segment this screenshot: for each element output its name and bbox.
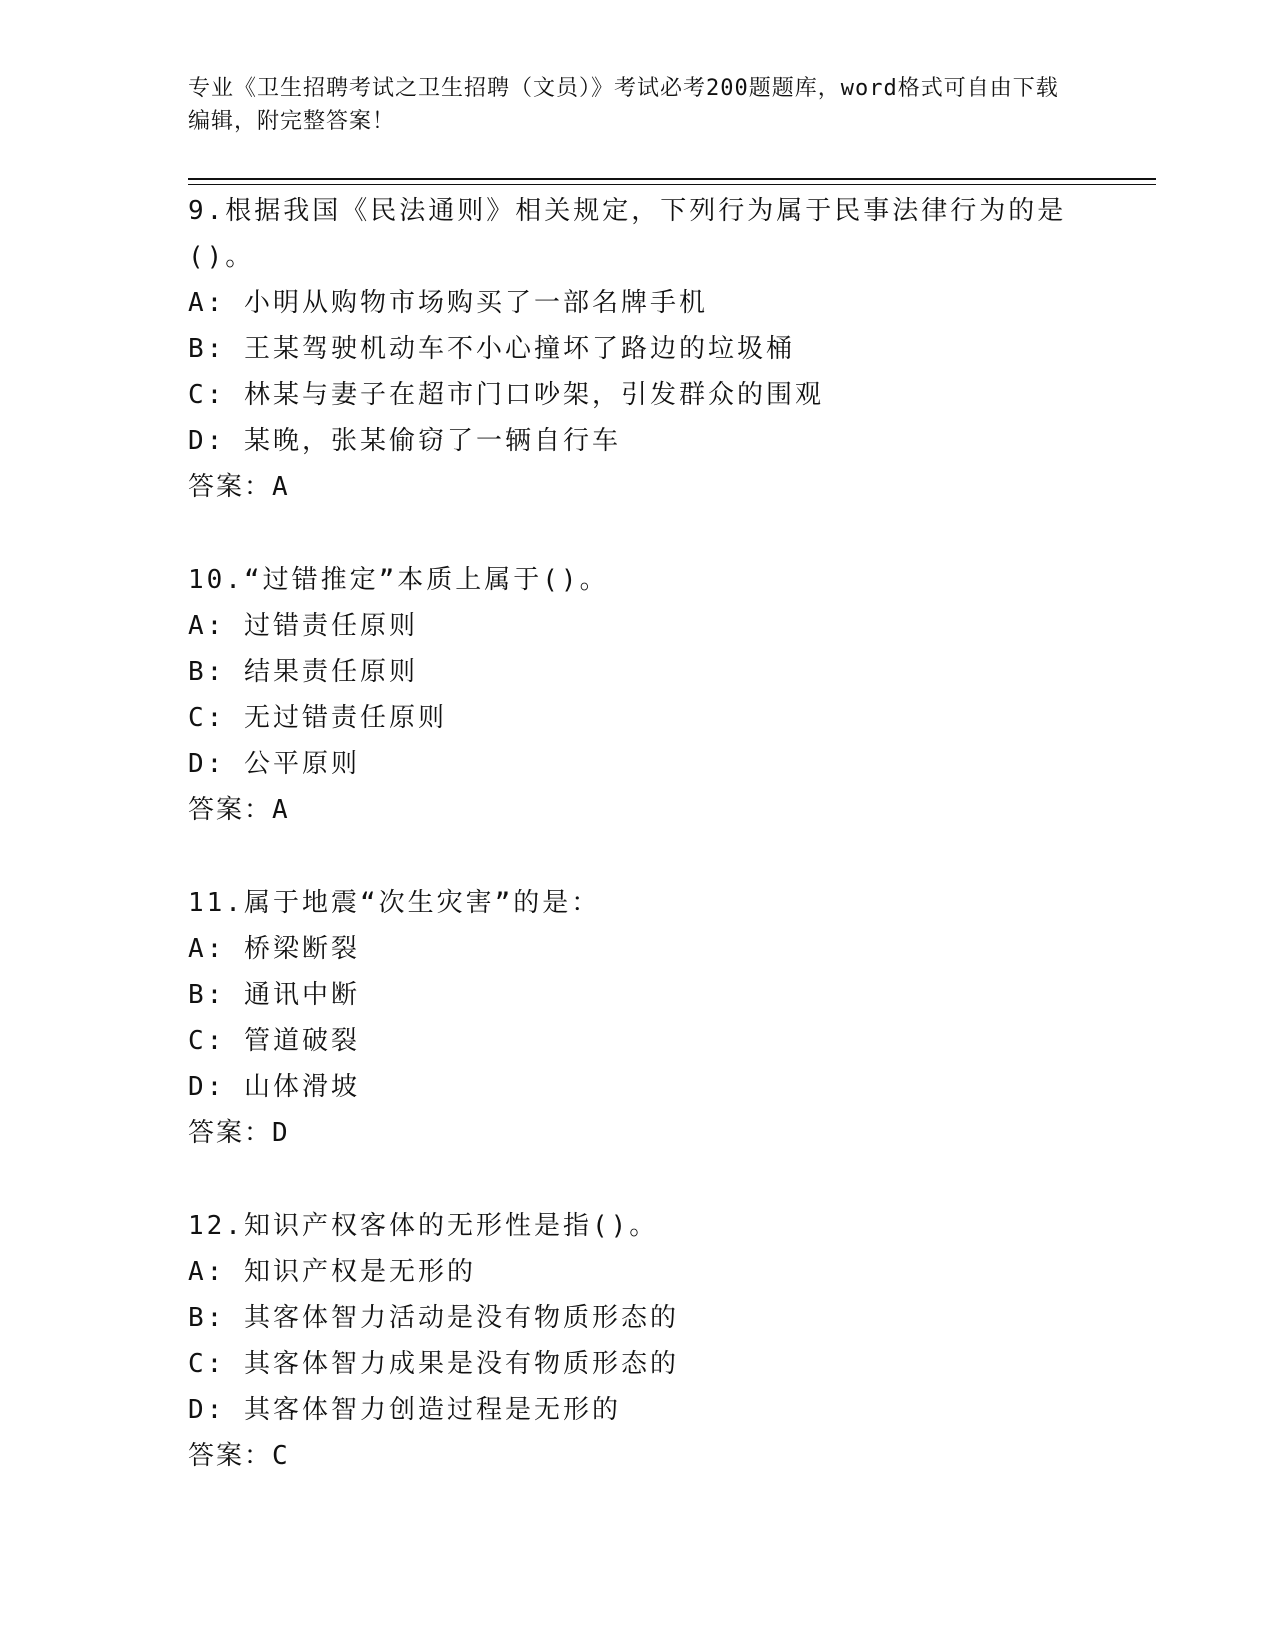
option-b: B: 通讯中断 [188, 980, 360, 1010]
option-b: B: 王某驾驶机动车不小心撞坏了路边的垃圾桶 [188, 334, 795, 364]
option-a: A: 过错责任原则 [188, 611, 418, 641]
answer: 答案：A [188, 472, 290, 502]
question-list [188, 188, 1088, 1526]
question-stem: 11.属于地震“次生灾害”的是： [188, 888, 601, 918]
question-stem: 12.知识产权客体的无形性是指()。 [188, 1211, 659, 1241]
answer: 答案：C [188, 1441, 290, 1471]
option-a: A: 知识产权是无形的 [188, 1257, 476, 1287]
option-d: D: 山体滑坡 [188, 1072, 360, 1102]
option-d: D: 公平原则 [188, 749, 360, 779]
option-c: C: 管道破裂 [188, 1026, 360, 1056]
document-header: 专业《卫生招聘考试之卫生招聘（文员）》考试必考200题题库，word格式可自由下载编辑，附完整答案！ [188, 76, 1059, 134]
question-12 [188, 1203, 1088, 1479]
option-a: A: 桥梁断裂 [188, 934, 360, 964]
question-stem: 10.“过错推定”本质上属于()。 [188, 565, 609, 595]
answer: 答案：A [188, 795, 290, 825]
option-c: C: 林某与妻子在超市门口吵架，引发群众的围观 [188, 380, 824, 410]
option-a: A: 小明从购物市场购买了一部名牌手机 [188, 288, 708, 318]
question-10 [188, 557, 1088, 833]
option-d: D: 某晚，张某偷窃了一辆自行车 [188, 426, 621, 456]
answer: 答案：D [188, 1118, 290, 1148]
option-b: B: 其客体智力活动是没有物质形态的 [188, 1303, 679, 1333]
option-c: C: 其客体智力成果是没有物质形态的 [188, 1349, 679, 1379]
question-11 [188, 880, 1088, 1156]
option-b: B: 结果责任原则 [188, 657, 418, 687]
header-divider-thick [188, 178, 1156, 180]
header-divider-thin [188, 184, 1156, 185]
option-d: D: 其客体智力创造过程是无形的 [188, 1395, 621, 1425]
option-c: C: 无过错责任原则 [188, 703, 447, 733]
question-stem: 9.根据我国《民法通则》相关规定，下列行为属于民事法律行为的是()。 [188, 196, 1067, 272]
question-9 [188, 188, 1088, 510]
